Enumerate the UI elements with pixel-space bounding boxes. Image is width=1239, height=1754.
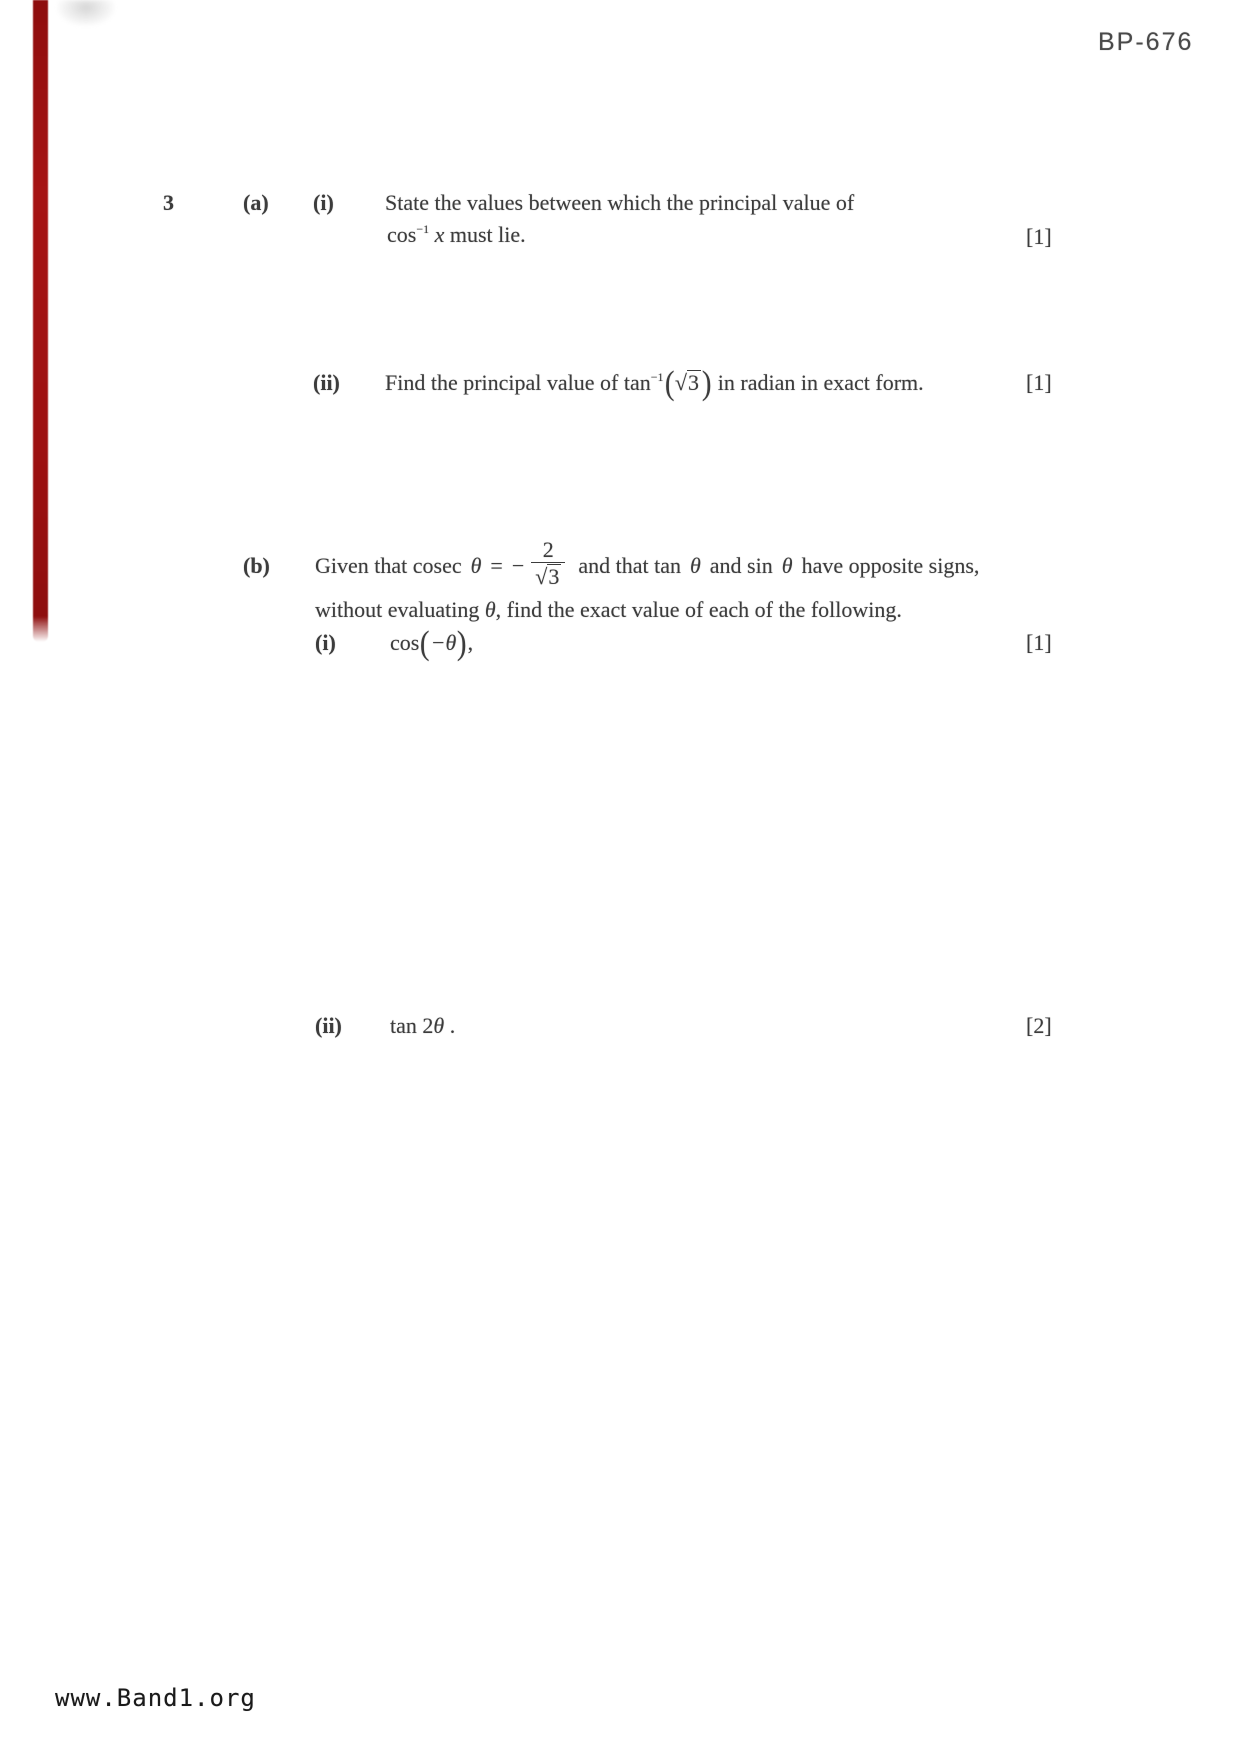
- scan-artifact-smudge: [57, 0, 115, 26]
- part-a-ii-after: in radian in exact form.: [717, 370, 924, 395]
- part-b-text-line2: [315, 597, 902, 623]
- part-b-i-marks: [1]: [1026, 630, 1052, 655]
- negative-theta: −θ: [430, 630, 457, 655]
- part-a-ii-text: Find the principal value of $\tan^{-1}(√3)$ in radian in exact form.: [385, 365, 924, 402]
- part-b-intro3: and sin: [709, 553, 773, 578]
- part-a-i-marks: [1]: [1026, 224, 1052, 249]
- inverse-superscript: −1: [650, 370, 664, 384]
- fraction-2-over-sqrt3: [531, 538, 565, 590]
- theta-symbol: θ: [781, 553, 793, 578]
- part-a-ii-marks: [1]: [1026, 370, 1052, 395]
- part-b-line2a: without evaluating: [315, 597, 480, 622]
- trailing-comma: ,: [467, 630, 474, 655]
- part-b-ii-label: (ii): [315, 1013, 342, 1038]
- theta-symbol: θ: [433, 1013, 445, 1038]
- part-b-label: (b): [243, 553, 270, 578]
- radical-sign: √: [674, 370, 687, 395]
- part-b-intro1: Given that cosec: [315, 553, 462, 578]
- part-b-line2b: , find the exact value of each of the following.: [495, 597, 902, 622]
- variable-x: x: [434, 222, 445, 247]
- theta-symbol: θ: [470, 553, 482, 578]
- theta-symbol: θ: [689, 553, 701, 578]
- footer-url: www.Band1.org: [55, 1684, 256, 1712]
- tan-2theta-function: tan 2: [390, 1013, 434, 1038]
- part-b-ii-expression: [390, 1013, 455, 1039]
- cos-function: cos: [387, 222, 417, 247]
- part-a-ii-label: (ii): [313, 370, 340, 395]
- minus-sign: −: [511, 553, 525, 578]
- scan-artifact-red-strip: [33, 0, 48, 642]
- page-code: BP-676: [1098, 28, 1194, 56]
- trailing-period: .: [444, 1013, 456, 1038]
- cos-function: cos: [390, 630, 420, 655]
- radical-sign: √: [535, 564, 548, 589]
- part-a-i-text-line2: [387, 222, 526, 248]
- theta-symbol: θ: [484, 597, 496, 622]
- part-b-text-line1: [315, 527, 979, 605]
- inverse-superscript: −1: [416, 222, 430, 236]
- part-a-i-text-line1: State the values between which the principal value of: [385, 190, 855, 215]
- fraction-numerator: 2: [542, 537, 554, 562]
- part-a-label: (a): [243, 190, 269, 215]
- part-a-i-label: (i): [313, 190, 334, 215]
- part-b-i-expression: cos(−θ),: [390, 625, 474, 662]
- part-b-ii-marks: [2]: [1026, 1013, 1052, 1038]
- equals-sign: =: [490, 553, 503, 578]
- radicand: 3: [548, 564, 560, 589]
- tan-function: tan: [623, 370, 651, 395]
- part-b-intro4: have opposite signs,: [801, 553, 980, 578]
- fraction-denominator: [531, 562, 565, 590]
- part-b-i-label: (i): [315, 630, 336, 655]
- part-a-ii-before: Find the principal value of: [385, 370, 619, 395]
- radicand: 3: [687, 370, 699, 395]
- question-number: 3: [163, 190, 174, 215]
- part-b-intro2: and that tan: [578, 553, 681, 578]
- part-a-i-tail: must lie.: [449, 222, 526, 247]
